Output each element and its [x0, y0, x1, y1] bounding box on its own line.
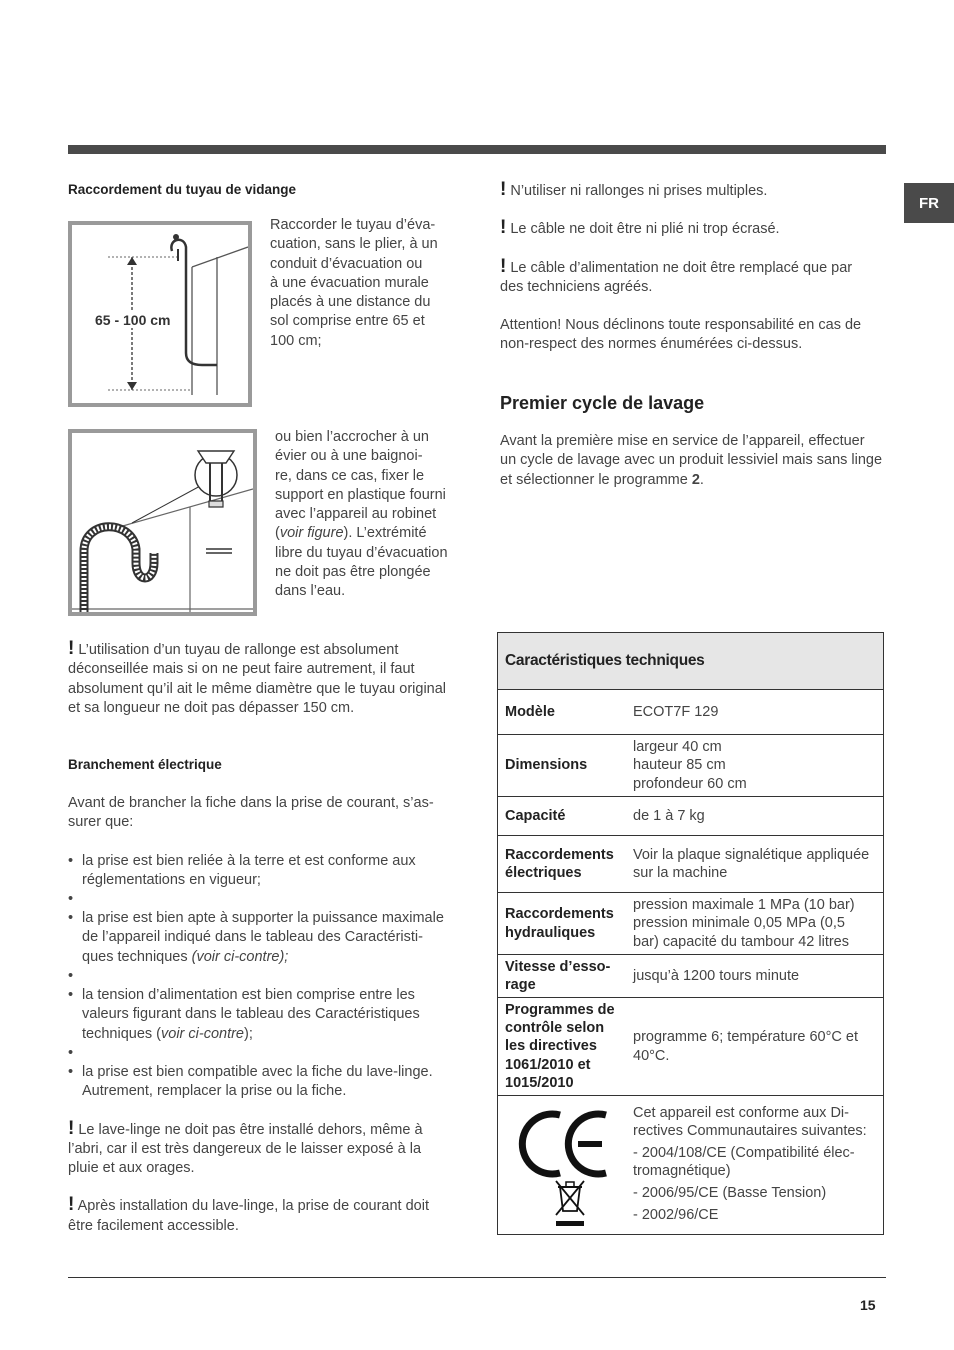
text-line: un cycle de lavage avec un produit lessiviel mais sans linge: [500, 452, 883, 469]
spec-key: [498, 955, 633, 997]
text-line: ne doit pas être plongée: [275, 564, 431, 581]
text-line: contrôle selon: [505, 1020, 605, 1037]
table-row: [498, 955, 883, 998]
text-line: pression minimale 0,05 MPa (0,5: [633, 915, 845, 932]
text-line: [500, 179, 890, 201]
text-span: );: [244, 1025, 253, 1042]
spec-key: Capacité: [505, 807, 566, 824]
text-span: Le câble ne doit être ni plié ni trop écrasé.: [510, 221, 780, 238]
text-line: Raccordements: [505, 906, 614, 923]
text-line: [68, 1194, 468, 1216]
text-line: [68, 638, 468, 660]
extension-note: [68, 638, 468, 718]
text-line: [500, 471, 890, 490]
drain-sink-text: [275, 428, 460, 602]
text-line: sur la machine: [633, 865, 728, 881]
text-line: - 2002/96/CE: [633, 1207, 719, 1224]
text-line: Raccordements: [505, 846, 614, 863]
text-line: et sa longueur ne doit pas dépasser 150 cm.: [68, 699, 355, 716]
spec-value: [633, 735, 883, 796]
spec-key: [498, 893, 633, 954]
text-line: rage: [505, 977, 536, 993]
italic-ref: voir figure: [279, 525, 344, 542]
text-span: techniques (: [82, 1025, 161, 1042]
text-span: et sélectionner le programme: [500, 471, 692, 488]
page-number: 15: [860, 1297, 876, 1313]
requirements-list: [68, 852, 468, 1102]
table-row: [498, 735, 883, 797]
text-span: Après installation du lave-linge, la prise de courant doit: [77, 1198, 429, 1215]
text-line: placés à une distance du: [270, 294, 431, 311]
text-span: Le lave-linge ne doit pas être installé dehors, même à: [78, 1121, 423, 1138]
text-line: rectives Communautaires suivantes:: [633, 1123, 867, 1140]
text-line: à une évacuation murale: [270, 274, 429, 291]
spec-value: jusqu’à 1200 tours minute: [633, 967, 800, 984]
spec-value: [633, 893, 883, 954]
text-line: [500, 255, 890, 278]
drain-heading: Raccordement du tuyau de vidange: [68, 182, 297, 197]
electrical-section: [68, 794, 468, 1236]
spec-value: [633, 836, 883, 892]
text-span: la prise est bien apte à supporter la puissance maximale: [82, 910, 444, 927]
text-line: Vitesse d’esso-: [505, 958, 611, 975]
warning-exclamation-icon: !: [500, 255, 507, 277]
text-line: largeur 40 cm: [633, 739, 722, 756]
language-tab: [904, 183, 954, 223]
drain-wall-text: [270, 216, 455, 351]
language-label: FR: [919, 194, 939, 212]
top-rule: [68, 145, 886, 154]
text-line: déconseillée mais si on ne peut faire autrement, il faut: [68, 661, 415, 678]
text-line: les directives: [505, 1038, 597, 1055]
text-line: 100 cm;: [270, 332, 322, 349]
spec-value: de 1 à 7 kg: [633, 807, 705, 824]
text-line: Raccorder le tuyau d’éva-: [270, 217, 436, 233]
text-line: évier ou à une baignoi-: [275, 448, 423, 465]
text-line: - 2004/108/CE (Compatibilité élec-: [633, 1144, 855, 1161]
text-line: dans l’eau.: [275, 583, 346, 600]
text-span: N’utiliser ni rallonges ni prises multiples.: [510, 183, 768, 199]
text-span: Le câble d’alimentation ne doit être remplacé que par: [510, 259, 853, 276]
text-line: 1061/2010 et: [505, 1056, 591, 1073]
text-line: Programmes de: [505, 1001, 615, 1018]
text-line: absolument qu’il ait le même diamètre que le tuyau original: [68, 680, 447, 697]
text-line: cuation, sans le plier, à un: [270, 236, 438, 253]
warning-exclamation-icon: !: [68, 1117, 75, 1139]
text-line: l’abri, car il est très dangereux de le laisser exposé à la: [68, 1140, 422, 1157]
text-span: Autrement, remplacer la prise ou la fiche.: [82, 1083, 347, 1100]
height-dimension-label: 65 - 100 cm: [95, 312, 171, 328]
text-line: non-respect des normes énumérées ci-dessus.: [500, 336, 803, 353]
table-row: [498, 797, 883, 836]
text-line: Attention! Nous déclinons toute responsabilité en cas de: [500, 317, 862, 334]
text-line: ou bien l’accrocher à un: [275, 429, 429, 445]
text-line: surer que:: [68, 814, 134, 831]
text-line: électriques: [505, 865, 582, 881]
list-item: [68, 909, 468, 967]
ce-marking-icon: [516, 1101, 616, 1229]
text-line: des techniciens agréés.: [500, 278, 653, 295]
text-line: programme 6; température 60°C et: [633, 1029, 859, 1046]
text-line: libre du tuyau d’évacuation: [275, 544, 448, 561]
text-span: L’utilisation d’un tuyau de rallonge est absolument: [78, 642, 399, 658]
italic-ref: voir ci-contre: [161, 1025, 244, 1042]
text-line: 40°C.: [633, 1047, 670, 1064]
list-item: [68, 852, 468, 891]
text-span: la prise est bien compatible avec la fiche du lave-linge.: [82, 1063, 433, 1080]
first-cycle-text: [500, 432, 890, 490]
list-item: [68, 1063, 468, 1102]
text-line: tromagnétique): [633, 1162, 731, 1179]
text-line: pluie et aux orages.: [68, 1160, 195, 1177]
text-line: pression maximale 1 MPa (10 bar): [633, 897, 855, 914]
text-span: .: [699, 471, 704, 488]
spec-value: [633, 998, 883, 1095]
sink-drain-illustration: [72, 433, 253, 612]
text-span: la prise est bien reliée à la terre et est conforme aux: [82, 852, 416, 869]
specifications-title: Caractéristiques techniques: [498, 633, 883, 690]
text-span: réglementations en vigueur;: [82, 871, 261, 888]
text-line: [68, 1117, 468, 1140]
table-row: [498, 998, 883, 1096]
specifications-table: [497, 632, 884, 1235]
text-line: (voir figure). L’extrémité: [275, 525, 427, 542]
text-line: hydrauliques: [505, 924, 596, 941]
italic-ref: (voir ci-contre);: [191, 948, 289, 965]
text-line: conduit d’évacuation ou: [270, 255, 423, 272]
weee-bin-icon: [556, 1181, 584, 1226]
text-span: de l’appareil indiqué dans le tableau des Caractéristi-: [82, 929, 423, 946]
text-line: [500, 217, 890, 239]
text-line: profondeur 60 cm: [633, 775, 747, 792]
text-line: re, dans ce cas, fixer le: [275, 467, 425, 484]
spec-key: [498, 998, 633, 1095]
text-line: Voir la plaque signalétique appliquée: [633, 846, 870, 863]
warning-exclamation-icon: !: [68, 1194, 75, 1216]
text-line: hauteur 85 cm: [633, 757, 726, 774]
text-span: valeurs figurant dans le tableau des Caractéristiques: [82, 1006, 420, 1023]
table-row: [498, 836, 883, 893]
spec-key: [498, 836, 633, 892]
electrical-warnings: [500, 179, 890, 355]
table-row: [498, 1096, 883, 1234]
spec-value: ECOT7F 129: [633, 703, 719, 720]
bottom-rule: [68, 1277, 886, 1278]
list-item: [68, 986, 468, 1044]
text-line: Cet appareil est conforme aux Di-: [633, 1105, 849, 1121]
text-line: Avant de brancher la fiche dans la prise de courant, s’as-: [68, 795, 434, 811]
spec-key: Dimensions: [505, 757, 588, 774]
text-span: la tension d’alimentation est bien comprise entre les: [82, 987, 415, 1004]
electrical-heading: Branchement électrique: [68, 757, 222, 772]
ce-cell: [498, 1096, 633, 1234]
warning-exclamation-icon: !: [500, 217, 507, 239]
text-line: sol comprise entre 65 et: [270, 313, 425, 330]
text-line: être facilement accessible.: [68, 1217, 239, 1234]
text-line: Avant la première mise en service de l’appareil, effectuer: [500, 433, 865, 449]
text-line: avec l’appareil au robinet: [275, 506, 437, 523]
text-line: 1015/2010: [505, 1074, 574, 1091]
warning-exclamation-icon: !: [68, 638, 75, 659]
first-cycle-heading: Premier cycle de lavage: [500, 393, 705, 413]
table-row: [498, 893, 883, 955]
spec-key: Modèle: [505, 703, 555, 720]
program-number: 2: [691, 471, 700, 488]
text-line: support en plastique fourni: [275, 486, 446, 503]
text-line: bar) capacité du tambour 42 litres: [633, 933, 849, 950]
text-span: ). L’extrémité: [343, 525, 427, 542]
warning-exclamation-icon: !: [500, 179, 507, 200]
text-line: - 2006/95/CE (Basse Tension): [633, 1185, 827, 1202]
table-row: [498, 690, 883, 735]
drain-figure-sink: [68, 429, 257, 616]
text-span: ques techniques: [82, 948, 192, 965]
spec-value: [633, 1096, 883, 1234]
